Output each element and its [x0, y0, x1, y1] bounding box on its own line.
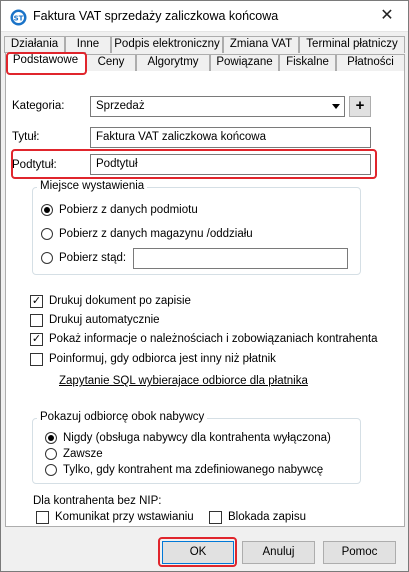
help-button[interactable]: Pomoc: [323, 541, 396, 564]
tab-algorytmy[interactable]: Algorytmy: [136, 54, 210, 71]
checkbox-blokada[interactable]: [209, 511, 222, 524]
tab-platnosci[interactable]: Płatności: [336, 54, 405, 71]
tab-podpis-elektroniczny[interactable]: Podpis elektroniczny: [111, 36, 223, 53]
radio-odbiorca-zawsze-label: Zawsze: [63, 448, 103, 460]
close-icon[interactable]: ✕: [380, 7, 394, 24]
checkbox-drukuj-po-zapisie-label: Drukuj dokument po zapisie: [49, 295, 191, 307]
checkbox-poinformuj-label: Poinformuj, gdy odbiorca jest inny niż płatnik: [49, 353, 276, 365]
miejsce-wystawienia-legend: Miejsce wystawienia: [37, 180, 147, 192]
radio-odbiorca-tylko-label: Tylko, gdy kontrahent ma zdefiniowanego nabywcę: [63, 464, 324, 476]
tab-row-top: [1, 36, 409, 53]
tab-fiskalne[interactable]: Fiskalne: [279, 54, 336, 71]
podtytul-label: Podtytuł:: [12, 159, 57, 171]
kategoria-combobox[interactable]: [90, 96, 345, 117]
checkbox-poinformuj[interactable]: [30, 353, 43, 366]
tab-inne[interactable]: Inne: [65, 36, 111, 53]
checkbox-komunikat-label: Komunikat przy wstawianiu: [55, 511, 194, 523]
checkbox-blokada-label: Blokada zapisu: [228, 511, 306, 523]
ok-button[interactable]: OK: [162, 541, 234, 564]
radio-pobierz-magazyn[interactable]: [41, 228, 53, 240]
window-title: Faktura VAT sprzedaży zaliczkowa końcowa: [33, 9, 279, 23]
chevron-down-icon[interactable]: [332, 104, 340, 109]
checkbox-pokaz-informacje[interactable]: ✓: [31, 333, 42, 345]
checkbox-drukuj-automatycznie[interactable]: [30, 314, 43, 327]
podtytul-field[interactable]: Podtytuł: [90, 154, 371, 175]
add-category-button[interactable]: +: [349, 96, 371, 117]
kategoria-value: Sprzedaż: [96, 100, 145, 112]
radio-odbiorca-nigdy-label: Nigdy (obsługa nabywcy dla kontrahenta wyłączona): [63, 432, 331, 444]
svg-text:ST: ST: [13, 14, 24, 23]
tab-powiazane[interactable]: Powiązane: [210, 54, 279, 71]
tab-ceny[interactable]: Ceny: [86, 54, 136, 71]
nip-heading: Dla kontrahenta bez NIP:: [33, 495, 162, 507]
radio-pobierz-podmiot-label: Pobierz z danych podmiotu: [59, 204, 198, 216]
tab-panel-podstawowe: [5, 69, 405, 527]
radio-pobierz-stad-label: Pobierz stąd:: [59, 252, 127, 264]
sql-link[interactable]: Zapytanie SQL wybierajace odbiorce dla płatnika: [59, 375, 308, 387]
cancel-button[interactable]: Anuluj: [242, 541, 315, 564]
app-logo-icon: [10, 9, 27, 26]
radio-pobierz-podmiot[interactable]: [41, 204, 53, 216]
checkbox-drukuj-automatycznie-label: Drukuj automatycznie: [49, 314, 160, 326]
kategoria-label: Kategoria:: [12, 100, 65, 112]
tytul-label: Tytuł:: [12, 131, 40, 143]
tab-zmiana-vat[interactable]: Zmiana VAT: [223, 36, 299, 53]
tytul-field[interactable]: Faktura VAT zaliczkowa końcowa: [90, 127, 371, 148]
tab-terminal-platniczy[interactable]: Terminal płatniczy: [299, 36, 405, 53]
radio-odbiorca-zawsze[interactable]: [45, 448, 57, 460]
tab-dzialania[interactable]: Działania: [4, 36, 65, 53]
title-bar: [1, 1, 408, 32]
tab-row-bottom: [1, 54, 409, 71]
pobierz-stad-field[interactable]: [133, 248, 348, 269]
checkbox-pokaz-informacje-label: Pokaż informacje o należnościach i zobowiązaniach kontrahenta: [49, 333, 378, 345]
pokazuj-odbiorce-legend: Pokazuj odbiorcę obok nabywcy: [37, 411, 207, 423]
checkbox-drukuj-po-zapisie[interactable]: ✓: [31, 295, 42, 307]
radio-pobierz-magazyn-label: Pobierz z danych magazynu /oddziału: [59, 228, 253, 240]
tab-podstawowe[interactable]: Podstawowe: [5, 52, 86, 72]
radio-odbiorca-tylko[interactable]: [45, 464, 57, 476]
radio-pobierz-stad[interactable]: [41, 252, 53, 264]
radio-odbiorca-nigdy[interactable]: [45, 432, 57, 444]
checkbox-komunikat[interactable]: [36, 511, 49, 524]
